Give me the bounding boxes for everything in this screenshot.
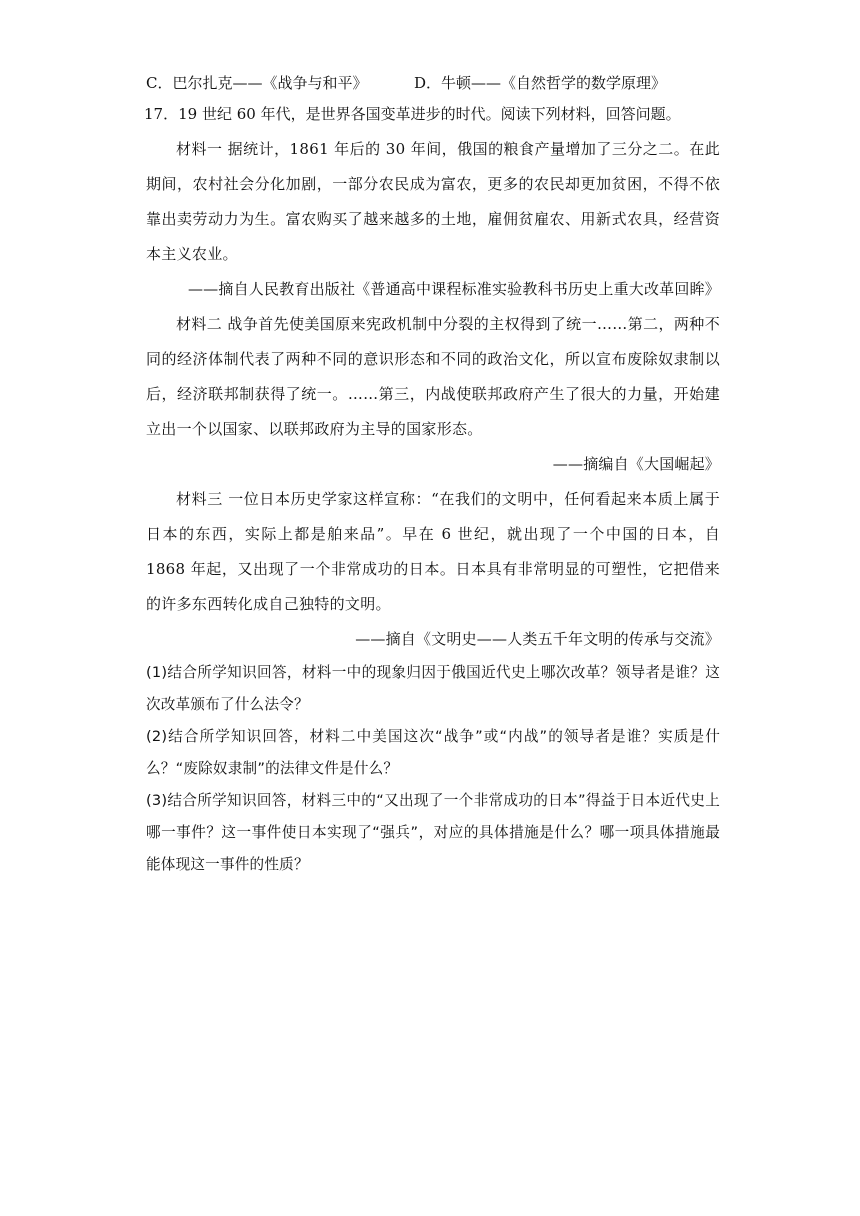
material-3-source: ——摘自《文明史——人类五千年文明的传承与交流》: [355, 630, 720, 648]
material-2-source: ——摘编自《大国崛起》: [552, 455, 720, 473]
sub-question-2: (2)结合所学知识回答，材料二中美国这次“战争”或“内战”的领导者是谁？实质是什么？“废除奴隶制”的法律文件是什么？: [146, 728, 720, 777]
sub-question-3: (3)结合所学知识回答，材料三中的“又出现了一个非常成功的日本”得益于日本近代史上哪一事件？这一事件使日本实现了“强兵”，对应的具体措施是什么？哪一项具体措施最能体现这一事件的性质？: [146, 792, 720, 873]
document-page: [146, 66, 720, 881]
material-3-text: 材料三 一位日本历史学家这样宣称：“在我们的文明中，任何看起来本质上属于日本的东西，实际上都是舶来品”。早在 6 世纪，就出现了一个中国的日本，自 1868 年起，又出现了一个非常成功的日本。日本具有非常明显的可塑性，它把借来的许多东西转化成自己独特的文明。: [146, 490, 720, 613]
option-d: D．牛顿——《自然哲学的数学原理》: [414, 73, 667, 92]
option-c: C．巴尔扎克——《战争与和平》: [146, 73, 368, 92]
material-1-text: 材料一 据统计，1861 年后的 30 年间，俄国的粮食产量增加了三分之二。在此期间，农村社会分化加剧，一部分农民成为富农，更多的农民却更加贫困，不得不依靠出卖劳动力为生。富农购买了越来越多的土地，雇佣贫雇农、用新式农具，经营资本主义农业。: [146, 140, 720, 263]
options-row: [146, 66, 720, 98]
sub-question-1: (1)结合所学知识回答，材料一中的现象归因于俄国近代史上哪次改革？领导者是谁？这次改革颁布了什么法令？: [146, 664, 720, 713]
material-1-source: ——摘自人民教育出版社《普通高中课程标准实验教科书历史上重大改革回眸》: [187, 280, 720, 298]
material-2-text: 材料二 战争首先使美国原来宪政机制中分裂的主权得到了统一……第二，两种不同的经济体制代表了两种不同的意识形态和不同的政治文化，所以宣布废除奴隶制以后，经济联邦制获得了统一。……第三，内战使联邦政府产生了很大的力量，开始建立出一个以国家、以联邦政府为主导的国家形态。: [146, 315, 720, 438]
question-17-stem: 17．19 世纪 60 年代，是世界各国变革进步的时代。阅读下列材料，回答问题。: [144, 105, 681, 123]
